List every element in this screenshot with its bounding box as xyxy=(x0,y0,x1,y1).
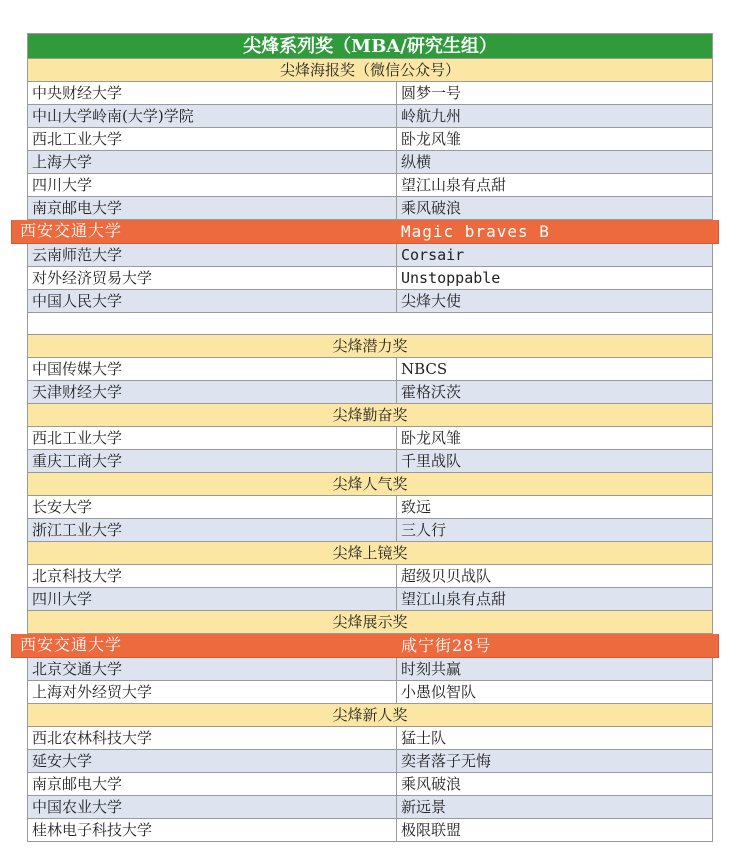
school-cell: 中央财经大学 xyxy=(28,82,397,104)
table-row xyxy=(27,681,713,704)
team-cell: NBCS xyxy=(401,360,448,378)
team-cell: 岭航九州 xyxy=(401,107,462,125)
table-row xyxy=(27,750,713,773)
team-cell: 卧龙风雏 xyxy=(401,429,462,447)
school-cell: 四川大学 xyxy=(28,588,397,610)
school-cell: 北京交通大学 xyxy=(28,658,397,680)
table-row xyxy=(27,267,713,290)
school-cell: 重庆工商大学 xyxy=(28,450,397,472)
team-cell: 霍格沃茨 xyxy=(401,383,462,401)
table-row xyxy=(27,381,713,404)
team-cell: 卧龙风雏 xyxy=(401,130,462,148)
section-header-newcomer xyxy=(27,704,713,727)
school-cell: 西北农林科技大学 xyxy=(28,727,397,749)
award-table xyxy=(20,33,713,842)
school-cell: 中国传媒大学 xyxy=(28,358,397,380)
team-cell: 咸宁街28号 xyxy=(401,636,492,655)
table-row xyxy=(27,496,713,519)
team-cell: 尖烽大使 xyxy=(401,292,462,310)
school-cell: 西安交通大学 xyxy=(20,221,123,240)
table-row xyxy=(27,796,713,819)
team-cell: 新远景 xyxy=(401,798,447,816)
section-label: 尖烽潜力奖 xyxy=(332,337,408,355)
table-row xyxy=(27,450,713,473)
table-row xyxy=(27,174,713,197)
school-cell: 西北工业大学 xyxy=(28,427,397,449)
team-cell: 极限联盟 xyxy=(401,821,462,839)
table-row xyxy=(27,588,713,611)
section-header-photogenic xyxy=(27,542,713,565)
school-cell: 延安大学 xyxy=(28,750,397,772)
team-cell: 纵横 xyxy=(401,153,432,171)
table-row xyxy=(27,358,713,381)
table-row xyxy=(27,519,713,542)
team-cell: 三人行 xyxy=(401,521,447,539)
school-cell: 天津财经大学 xyxy=(28,381,397,403)
section-header-display xyxy=(27,611,713,634)
school-cell: 云南师范大学 xyxy=(28,244,397,266)
section-label: 尖烽新人奖 xyxy=(332,706,408,724)
section-header-potential xyxy=(27,335,713,358)
table-row xyxy=(27,427,713,450)
table-title-text: 尖烽系列奖（MBA/研究生组） xyxy=(243,36,497,57)
table-row xyxy=(27,197,713,220)
section-header-poster xyxy=(27,59,713,82)
team-cell: Corsair xyxy=(401,246,465,264)
team-cell: 小愚似智队 xyxy=(401,683,477,701)
team-cell: Magic braves B xyxy=(401,222,550,241)
highlighted-row xyxy=(11,634,719,658)
team-cell: Unstoppable xyxy=(401,269,501,287)
table-row xyxy=(27,658,713,681)
table-row xyxy=(27,244,713,267)
team-cell: 猛士队 xyxy=(401,729,447,747)
school-cell: 浙江工业大学 xyxy=(28,519,397,541)
team-cell: 奕者落子无悔 xyxy=(401,752,492,770)
school-cell: 桂林电子科技大学 xyxy=(28,819,397,841)
section-label: 尖烽上镜奖 xyxy=(332,544,408,562)
team-cell: 望江山泉有点甜 xyxy=(401,590,507,608)
table-row xyxy=(27,105,713,128)
school-cell: 对外经济贸易大学 xyxy=(28,267,397,289)
team-cell: 致远 xyxy=(401,498,432,516)
school-cell: 中山大学岭南(大学)学院 xyxy=(28,105,397,127)
highlighted-row xyxy=(11,220,719,244)
section-label: 尖烽展示奖 xyxy=(332,613,408,631)
school-cell: 四川大学 xyxy=(28,174,397,196)
section-header-popularity xyxy=(27,473,713,496)
table-row xyxy=(27,727,713,750)
school-cell: 南京邮电大学 xyxy=(28,197,397,219)
team-cell: 望江山泉有点甜 xyxy=(401,176,507,194)
school-cell: 上海对外经贸大学 xyxy=(28,681,397,703)
table-title xyxy=(27,33,713,59)
table-row xyxy=(27,151,713,174)
table-row xyxy=(27,128,713,151)
team-cell: 超级贝贝战队 xyxy=(401,567,492,585)
school-cell: 北京科技大学 xyxy=(28,565,397,587)
team-cell: 乘风破浪 xyxy=(401,775,462,793)
school-cell: 上海大学 xyxy=(28,151,397,173)
school-cell: 长安大学 xyxy=(28,496,397,518)
table-row xyxy=(27,773,713,796)
section-header-diligence xyxy=(27,404,713,427)
section-label: 尖烽海报奖（微信公众号） xyxy=(279,61,460,79)
team-cell: 时刻共赢 xyxy=(401,660,462,678)
table-row xyxy=(27,290,713,313)
team-cell: 圆梦一号 xyxy=(401,84,462,102)
section-label: 尖烽勤奋奖 xyxy=(332,406,408,424)
team-cell: 乘风破浪 xyxy=(401,199,462,217)
team-cell: 千里战队 xyxy=(401,452,462,470)
school-cell: 西北工业大学 xyxy=(28,128,397,150)
school-cell: 中国农业大学 xyxy=(28,796,397,818)
table-row xyxy=(27,565,713,588)
school-cell: 中国人民大学 xyxy=(28,290,397,312)
empty-row xyxy=(27,313,713,335)
section-label: 尖烽人气奖 xyxy=(332,475,408,493)
table-row xyxy=(27,82,713,105)
school-cell: 西安交通大学 xyxy=(20,635,123,654)
table-row xyxy=(27,819,713,842)
school-cell: 南京邮电大学 xyxy=(28,773,397,795)
